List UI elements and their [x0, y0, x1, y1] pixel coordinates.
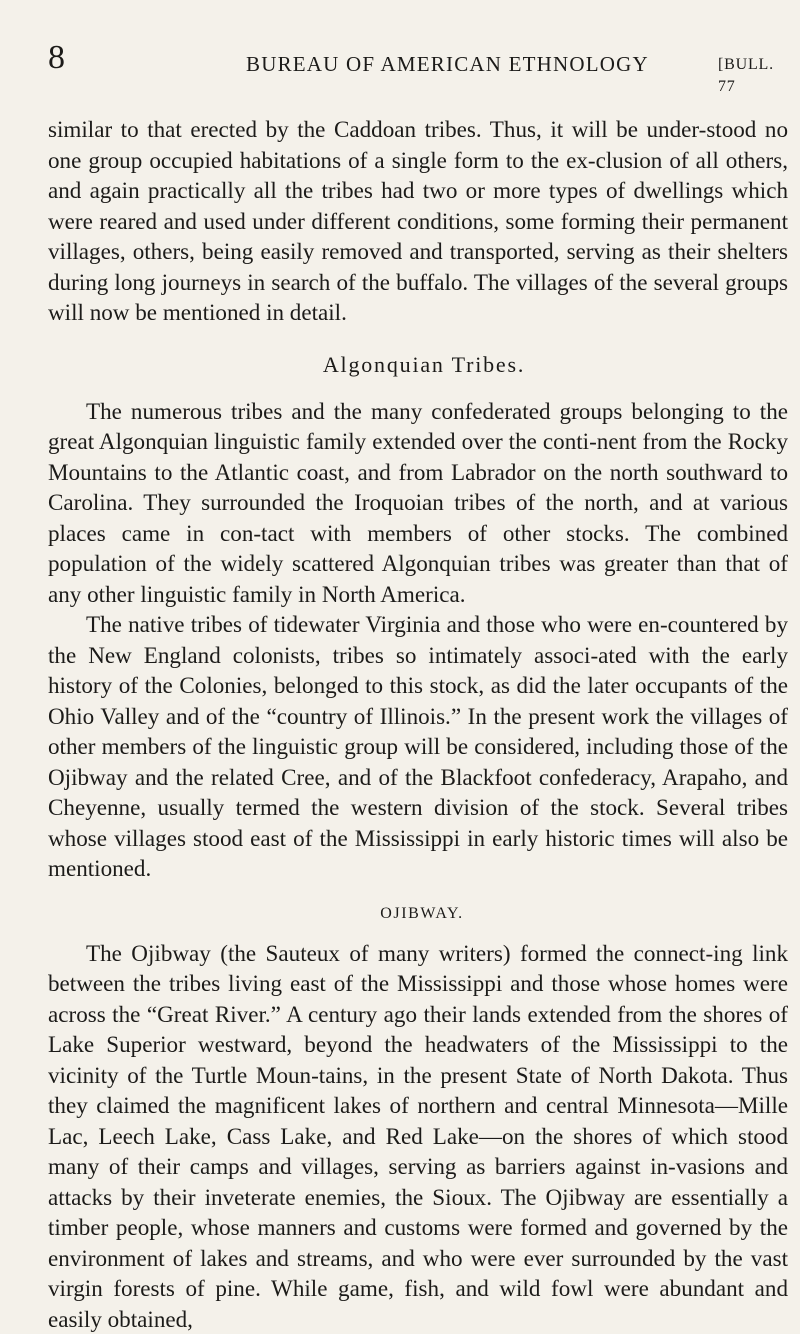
- paragraph-algonquian-tribes: The native tribes of tidewater Virginia and those who were en-countered by the New England colonists, tribes so intimately associ-ated with the early history of the Colonies, belonged to this stock, as did the later occupants of the Ohio Valley and of the “country of Illinois.” In the present work the villages of other members of the linguistic group will be considered, including those of the Ojibway and the related Cree, and of the Blackfoot confederacy, Arapaho, and Cheyenne, usually termed the western division of the stock. Several tribes whose villages stood east of the Mississippi in early historic times will also be mentioned.: [48, 609, 788, 884]
- bulletin-reference: [BULL. 77: [718, 54, 776, 98]
- paragraph-ojibway: The Ojibway (the Sauteux of many writers) formed the connect-ing link between the tribes living east of the Mississippi and those whose homes were across the “Great River.” A century ago their lands extended from the shores of Lake Superior westward, beyond the headwaters of the Mississippi to the vicinity of the Turtle Moun-tains, in the present State of North Dakota. Thus they claimed the magnificent lakes of northern and central Minnesota—Mille Lac, Leech Lake, Cass Lake, and Red Lake—on the shores of which stood many of their camps and villages, serving as barriers against in-vasions and attacks by their inveterate enemies, the Sioux. The Ojibway are essentially a timber people, whose manners and customs were formed and governed by the environment of lakes and streams, and who were ever surrounded by the vast virgin forests of pine. While game, fish, and wild fowl were abundant and easily obtained,: [48, 938, 788, 1334]
- running-title: BUREAU OF AMERICAN ETHNOLOGY: [246, 52, 649, 76]
- subsection-heading-ojibway: OJIBWAY.: [48, 902, 788, 926]
- body-text: [48, 114, 788, 1334]
- running-header: [48, 38, 776, 78]
- section-heading-algonquian: Algonquian Tribes.: [48, 350, 788, 380]
- page-number: 8: [48, 38, 65, 78]
- paragraph-continuation: similar to that erected by the Caddoan tribes. Thus, it will be under-stood no one group occupied habitations of a single form to the ex-clusion of all others, and again practically all the tribes had two or more types of dwellings which were reared and used under different conditions, some forming their permanent villages, others, being easily removed and transported, serving as their shelters during long journeys in search of the buffalo. The villages of the several groups will now be mentioned in detail.: [48, 114, 788, 328]
- paragraph-algonquian-intro: The numerous tribes and the many confederated groups belonging to the great Algonquian linguistic family extended over the conti-nent from the Rocky Mountains to the Atlantic coast, and from Labrador on the north southward to Carolina. They surrounded the Iroquoian tribes of the north, and at various places came in con-tact with members of other stocks. The combined population of the widely scattered Algonquian tribes was greater than that of any other linguistic family in North America.: [48, 396, 788, 610]
